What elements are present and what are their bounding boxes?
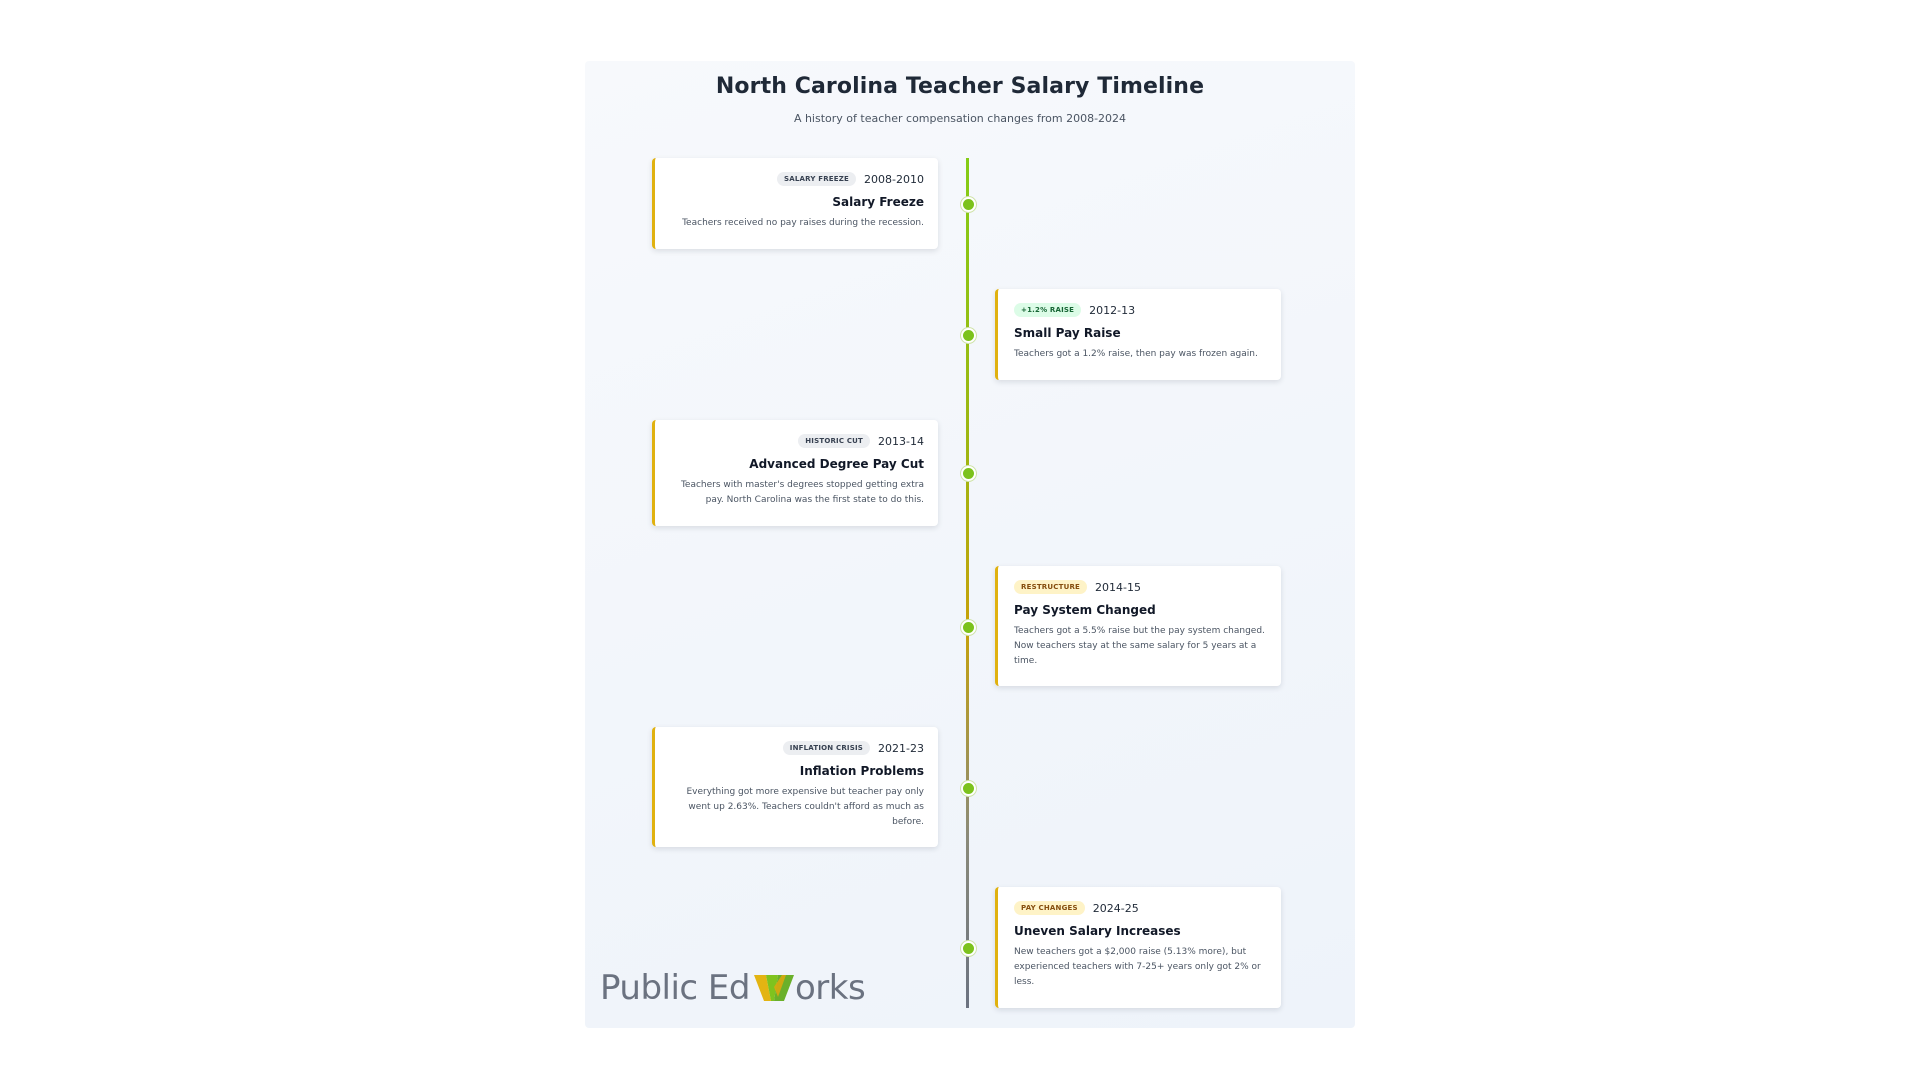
logo-w-mark-icon (754, 973, 794, 1003)
timeline-card (652, 158, 938, 249)
event-year: 2024-25 (1092, 901, 1139, 915)
event-description: Teachers got a 1.2% raise, then pay was frozen again. (1014, 349, 1258, 359)
timeline-card (995, 887, 1281, 1008)
event-title: Pay System Changed (1014, 603, 1156, 617)
timeline-card (995, 566, 1281, 686)
event-description: New teachers got a $2,000 raise (5.13% more), but experienced teachers with 7-25+ years only got 2% or less. (1014, 947, 1261, 987)
event-description: Teachers received no pay raises during the recession. (682, 218, 924, 228)
event-badge: INFLATION CRISIS (783, 741, 870, 755)
timeline-dot (961, 197, 976, 212)
event-description: Teachers with master's degrees stopped getting extra pay. North Carolina was the first state to do this. (680, 480, 924, 505)
page-title: North Carolina Teacher Salary Timeline (715, 74, 1205, 99)
event-badge: RESTRUCTURE (1014, 580, 1087, 594)
timeline-card (652, 420, 938, 526)
timeline-dot (961, 620, 976, 635)
event-title: Advanced Degree Pay Cut (749, 457, 924, 471)
timeline-axis (966, 158, 969, 1008)
logo-text-part1: Public Ed (600, 968, 750, 1008)
timeline-card (995, 289, 1281, 380)
timeline-card (652, 727, 938, 847)
public-ed-works-logo (600, 968, 865, 1008)
event-year: 2014-15 (1095, 580, 1141, 594)
event-title: Inflation Problems (799, 764, 924, 778)
event-title: Small Pay Raise (1014, 326, 1121, 340)
event-year: 2021-23 (878, 741, 924, 755)
timeline-dot (961, 466, 976, 481)
event-badge: +1.2% RAISE (1014, 303, 1081, 317)
timeline-dot (961, 781, 976, 796)
event-badge: HISTORIC CUT (798, 434, 870, 448)
event-year: 2008-2010 (864, 172, 924, 186)
logo-text-part2: orks (795, 968, 866, 1008)
event-year: 2013-14 (878, 434, 924, 448)
timeline-dot (961, 941, 976, 956)
event-title: Uneven Salary Increases (1014, 924, 1181, 938)
event-badge: PAY CHANGES (1014, 901, 1085, 915)
page-subtitle: A history of teacher compensation changes from 2008-2024 (793, 112, 1127, 125)
event-title: Salary Freeze (832, 195, 924, 209)
event-description: Everything got more expensive but teacher pay only went up 2.63%. Teachers couldn't afford as much as before. (686, 787, 924, 827)
event-description: Teachers got a 5.5% raise but the pay system changed. Now teachers stay at the same salary for 5 years at a time. (1014, 626, 1265, 666)
event-year: 2012-13 (1089, 303, 1136, 317)
event-badge: SALARY FREEZE (777, 172, 856, 186)
timeline-dot (961, 328, 976, 343)
